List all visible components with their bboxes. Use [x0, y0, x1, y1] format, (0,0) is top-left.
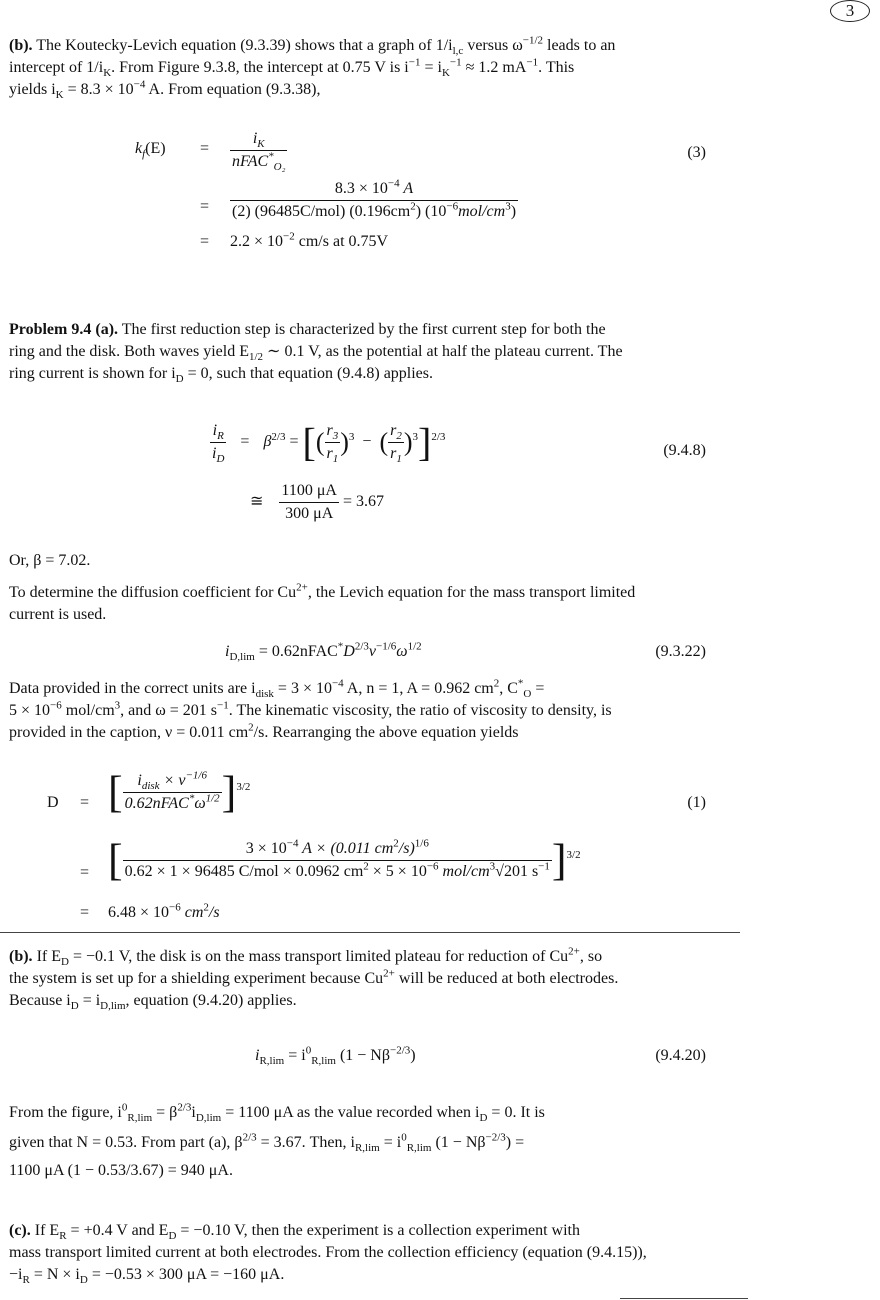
- equals-sign: =: [200, 198, 210, 215]
- equation-number: (1): [687, 794, 706, 811]
- equation-9-4-20: $i_{R,lim} = i^0_{R,lim}$ $(1 - N\beta^{-2/3})$: [255, 1044, 416, 1068]
- koutecky-levich-paragraph: (b). The Koutecky-Levich equation (9.3.39) shows that a graph of $1/i_{l,c}$ versus $\omega^{-1/2}$ leads to an intercept of $1/i_K$. From Figure 9.3.8, the intercept at 0.75 V is $i^{-1} = i_K^{-1} \approx 1.2$ $mA^{-1}$. This yields $i_K = 8.3 \times 10^{-4}$ A. From equation (9.3.38),: [9, 34, 616, 102]
- equation-kf: $k_f(E)$: [135, 140, 166, 161]
- diffusion-result: $6.48 \times 10^{-6}$ $cm^2/s$: [108, 901, 220, 921]
- shielding-paragraph: (b). If $E_D = -0.1$ V, the disk is on the mass transport limited plateau for reduction of $Cu^{2+}$, so the system is set up for a shielding experiment because $Cu^{2+}$ will be reduced at both electrodes. Because $i_D = i_{D,lim}$, equation (9.4.20) applies.: [9, 945, 619, 1013]
- beta-value: Or, β = 7.02.: [9, 552, 91, 569]
- problem-9-4-paragraph: Problem 9.4 (a). The first reduction step is characterized by the first current step for both the ring and the disk. Both waves yield $E_{1/2}$ ∼ 0.1 V, as the potential at half the plateau current. The ring current is shown for $i_D = 0$, such that equation (9.4.8) applies.: [9, 321, 623, 386]
- section-divider: [0, 932, 740, 933]
- diffusion-formula: [ $\frac{i_{disk} \times \nu^{-1/6}}{0.62nFAC^*\omega^{1/2}}$ ]$^{3/2}$: [108, 767, 251, 817]
- equals-sign: =: [80, 794, 90, 811]
- fraction-ik: $\frac{i_K}{nFAC^*_{O_2}}$: [232, 130, 286, 174]
- diffusion-symbol: D: [47, 794, 59, 811]
- equation-number: (9.3.22): [655, 643, 706, 660]
- kf-result: $2.2 \times 10^{-2}$ cm/s at 0.75V: [230, 230, 389, 250]
- page-number-mark: 3: [830, 0, 870, 22]
- footer-divider: [620, 1298, 748, 1299]
- fraction-numeric: $\frac{8.3 \times 10^{-4} A}{(2) (96485C/mol) (0.196cm^2) (10^{-6}mol/cm^3)}$: [230, 178, 518, 223]
- equals-sign: =: [200, 233, 210, 250]
- equation-ratio-result: ≅ $\frac{1100 \mu A}{300 \mu A}$ = 3.67: [250, 480, 384, 525]
- data-paragraph: Data provided in the correct units are $i_{disk} = 3 \times 10^{-4}$ A, n = 1, A = 0.962 $cm^2$, $C^*_O$ = $5 \times 10^{-6}$ mol/$cm^3$, and ω = 201 $s^{-1}$. The kinematic viscosity, the ratio of viscosity to density, is provided in the caption, ν = 0.011 $cm^2/s$. Rearranging the above equation yields: [9, 677, 612, 741]
- problem-heading: Problem 9.4: [9, 321, 92, 338]
- diffusion-numeric: [ $3 \times 10^{-4}$ A × (0.011 $cm^2/s)^{1/6}$ 0.62 × 1 × 96485 C/mol × 0.0962 $cm^2 \times 5 \times 10^{-6}$ mol/$cm^3√201$ $s^{-1}$ ]$^{3/2}$: [108, 835, 581, 885]
- diffusion-paragraph: To determine the diffusion coefficient for $Cu^{2+}$, the Levich equation for the mass transport limited current is used.: [9, 581, 636, 623]
- equals-sign: =: [200, 140, 210, 157]
- figure-paragraph: From the figure, $i^0_{R,lim} = \beta^{2/3}i_{D,lim} = 1100$ μA as the value recorded when $i_D = 0$. It is given that N = 0.53. From part (a), $\beta^{2/3} = 3.67$. Then, $i_{R,lim} = i^0_{R,lim}$ $(1 - N\beta^{-2/3})$ = 1100 μA (1 − 0.53/3.67) = 940 μA.: [9, 1101, 545, 1179]
- equation-number: (9.4.20): [655, 1047, 706, 1064]
- part-label: (b).: [9, 37, 33, 54]
- collection-paragraph: (c). If $E_R = +0.4$ V and $E_D = -0.10$ V, then the experiment is a collection experiment with mass transport limited current at both electrodes. From the collection efficiency (equation (9.4.15)), $-i_R = N \times i_D = -0.53 \times 300$ μA = −160 μA.: [9, 1222, 647, 1287]
- equation-number: (3): [687, 144, 706, 161]
- equals-sign: =: [80, 904, 90, 921]
- equation-9-4-8: $\frac{i_R}{i_D}$ = $\beta^{2/3}$ = [( $\frac{r_3}{r_1}$ )$^3$ − ( $\frac{r_2}{r_1}$ )$^3$]$^{2/3}$: [212, 419, 446, 466]
- levich-equation: $i_{D,lim}$ = $0.62nFAC^*D^{2/3}\nu^{-1/6}\omega^{1/2}$: [225, 640, 422, 664]
- equation-number: (9.4.8): [663, 442, 706, 459]
- equals-sign: =: [80, 864, 90, 881]
